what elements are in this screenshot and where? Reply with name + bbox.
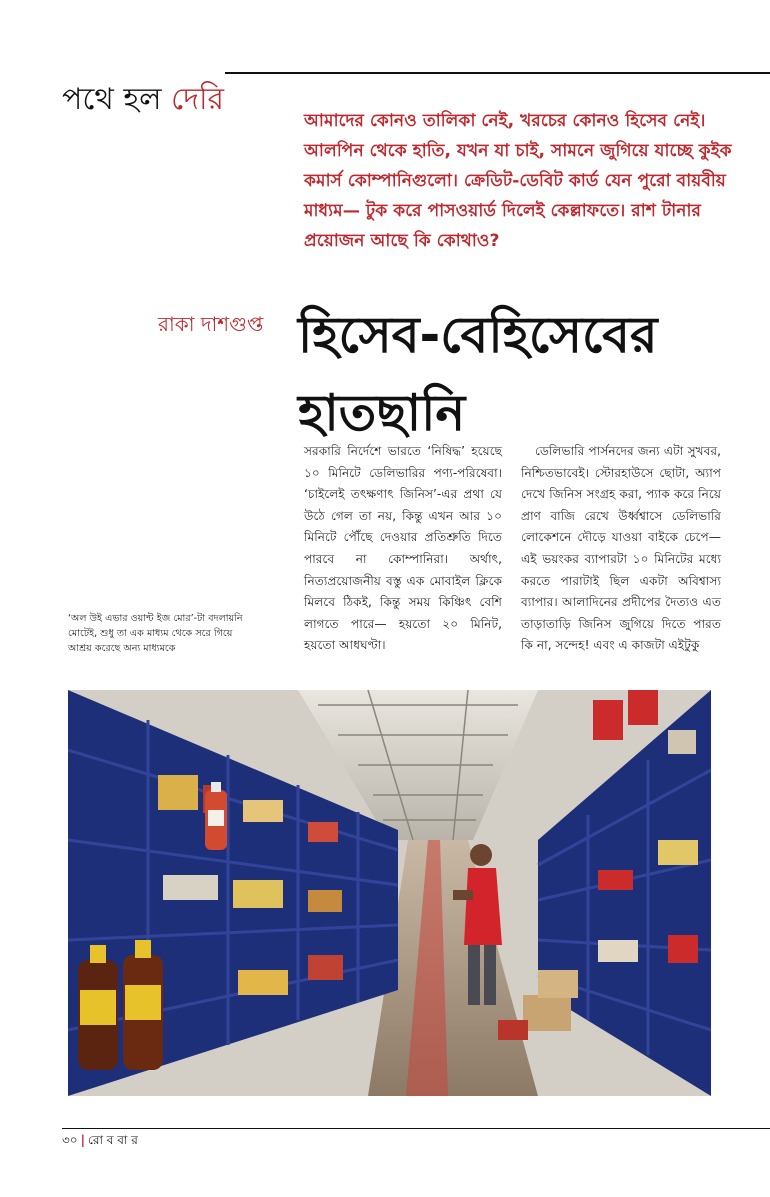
footer-divider-icon: | <box>80 1133 85 1147</box>
warehouse-photo <box>68 690 711 1096</box>
author-byline: রাকা দাশগুপ্ত <box>158 312 264 336</box>
section-tag-accent: দেরি <box>171 82 225 117</box>
publication-name: রো ব বা র <box>88 1133 138 1147</box>
top-rule <box>225 72 770 74</box>
page-number: ৩০ <box>62 1133 78 1147</box>
page-footer <box>62 1132 138 1148</box>
article-headline: হিসেব-বেহিসেবের হাতছানি <box>298 306 658 442</box>
photo-caption: ‘অল উই এভার ওয়ান্ট ইজ মোর’-টা বদলায়নি মোটেই, শুধু তা এক মাধ্যম থেকে সরে গিয়ে আশ্রয় করেছে অন্য মাধ্যমকে <box>68 613 243 654</box>
bottom-rule <box>62 1128 770 1129</box>
lede-standfirst: আমাদের কোনও তালিকা নেই, খরচের কোনও হিসেব নেই। আলপিন থেকে হাতি, যখন যা চাই, সামনে জুগিয়ে যাচ্ছে কুইক কমার্স কোম্পানিগুলো। ক্রেডিট-ডেবিট কার্ড যেন পুরো বায়বীয় মাধ্যম— টুক করে পাসওয়ার্ড দিলেই কেল্লাফতে। রাশ টানার প্রয়োজন আছে কি কোথাও? <box>304 111 732 251</box>
section-tag <box>62 80 224 120</box>
section-tag-prefix: পথে হল <box>62 82 162 117</box>
body-column-2: ডেলিভারি পার্সনদের জন্য এটা সুখবর, নিশ্চিতভাবেই। স্টোরহাউসে ছোটা, অ্যাপ দেখে জিনিস সংগ্রহ করা, প্যাক করে নিয়ে প্রাণ বাজি রেখে উর্ধ্বশ্বাসে ডেলিভারি লোকেশনে দৌড়ে যাওয়া বাইকে চেপে— এই ভয়ংকর ব্যাপারটা ১০ মিনিটের মধ্যে করতে পারাটাই ছিল একটা অবিশ্বাস্য ব্যাপার। আলাদিনের প্রদীপের দৈত্যও এত তাড়াতাড়ি জিনিস জুগিয়ে দিতে পারত কি না, সন্দেহ! এবং এ কাজটা এইটুকু <box>521 444 721 653</box>
body-column-1: সরকারি নির্দেশে ভারতে ‘নিষিদ্ধ’ হয়েছে ১০ মিনিটে ডেলিভারির পণ্য-পরিষেবা। ‘চাইলেই তৎক্ষণাৎ জিনিস’-এর প্রথা যে উঠে গেল তা নয়, কিন্তু এখন আর ১০ মিনিটে পৌঁছে দেওয়ার প্রতিশ্রুতি দিতে পারবে না কোম্পানিরা। অর্থাৎ, নিত্যপ্রয়োজনীয় বস্তু এক মোবাইল ক্লিকে মিলবে ঠিকই, কিন্তু সময় কিঞ্চিৎ বেশি লাগতে পারে— হয়তো ২০ মিনিট, হয়তো আধঘণ্টা। <box>304 444 502 653</box>
